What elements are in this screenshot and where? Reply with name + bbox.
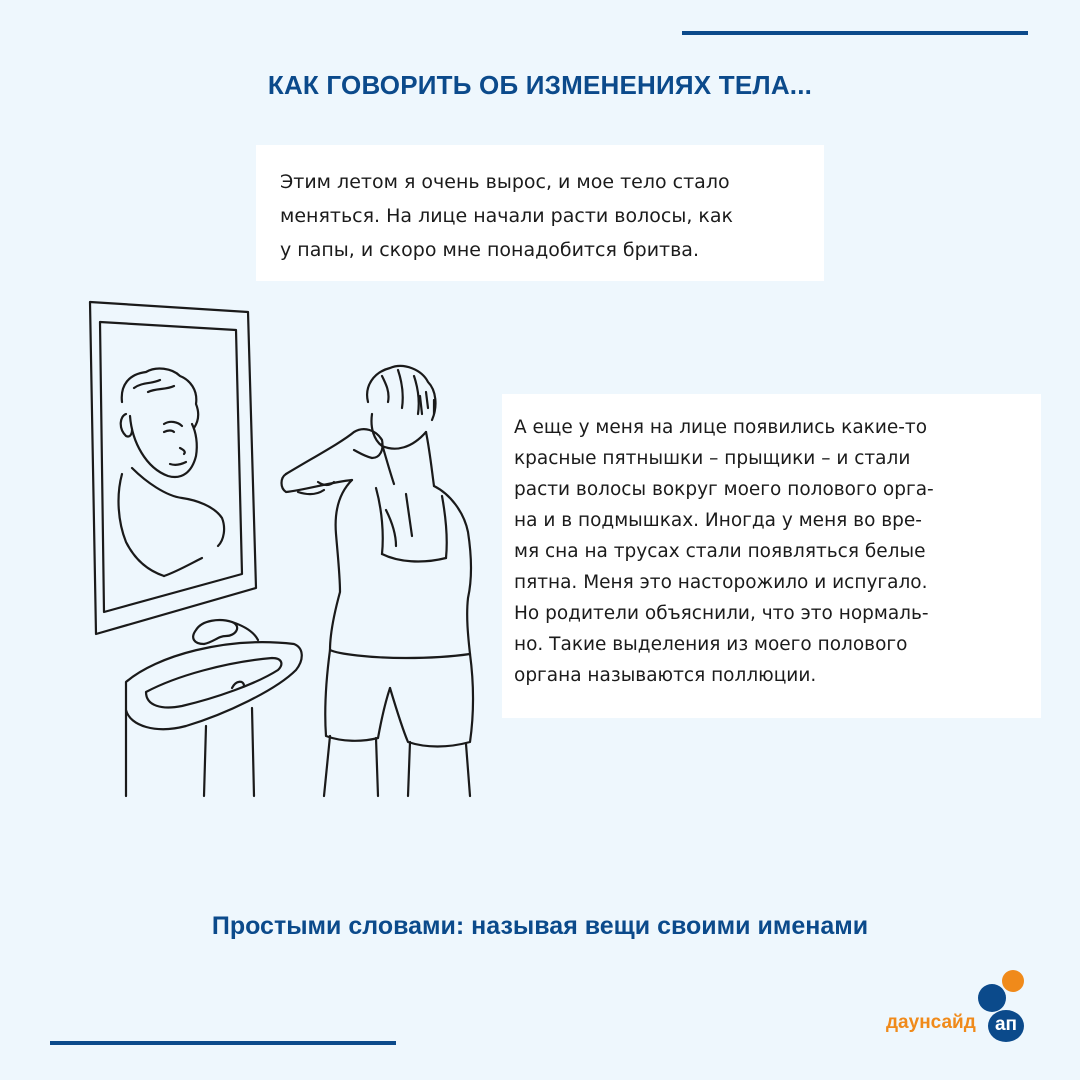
reflection-face — [130, 416, 197, 477]
book-subtitle: Простыми словами: называя вещи своими именами — [211, 912, 869, 940]
boy-legs — [324, 736, 470, 796]
story-line: расти волосы вокруг моего полового орга- — [514, 479, 934, 500]
story-paragraph — [514, 412, 1027, 691]
reflection-hair — [122, 369, 198, 428]
sink-pedestal — [126, 708, 254, 796]
intro-paragraph — [280, 165, 804, 267]
intro-line: Этим летом я очень вырос, и мое тело стало — [280, 171, 730, 193]
reflection-arm — [132, 468, 224, 546]
story-line: мя сна на трусах стали появляться белые — [514, 541, 926, 562]
bottom-divider — [50, 1041, 396, 1045]
boy-at-mirror-illustration — [86, 296, 486, 806]
mirror-inner — [100, 322, 242, 612]
brand-logo — [886, 968, 1036, 1048]
logo-text-left: даунсайд — [886, 1012, 976, 1033]
intro-line: меняться. На лице начали расти волосы, как — [280, 205, 734, 227]
logo-dot-orange-icon — [1002, 970, 1024, 992]
faucet — [193, 620, 237, 644]
text-card-story — [502, 394, 1041, 718]
mirror-frame — [90, 302, 256, 634]
story-line: на и в подмышках. Иногда у меня во вре- — [514, 510, 922, 531]
intro-line: у папы, и скоро мне понадобится бритва. — [280, 239, 699, 261]
logo-dot-blue-icon — [978, 984, 1006, 1012]
boy-torso — [330, 480, 352, 650]
page-title: КАК ГОВОРИТЬ ОБ ИЗМЕНЕНИЯХ ТЕЛА... — [267, 70, 813, 100]
tank-top-straps — [376, 488, 447, 558]
story-line: пятна. Меня это насторожило и испугало. — [514, 572, 928, 593]
story-line: органа называются поллюции. — [514, 665, 817, 686]
story-line: но. Такие выделения из моего полового — [514, 634, 908, 655]
sink-basin — [126, 642, 302, 729]
top-divider — [682, 31, 1028, 35]
boy-raised-arm — [286, 429, 383, 474]
boy-shorts — [330, 650, 470, 658]
story-line: А еще у меня на лице появились какие-то — [514, 417, 928, 438]
logo-text-right: ап — [988, 1010, 1024, 1042]
story-line: Но родители объяснили, что это нормаль- — [514, 603, 929, 624]
story-line: красные пятнышки – прыщики – и стали — [514, 448, 911, 469]
boy-neck — [382, 432, 434, 486]
text-card-intro — [256, 145, 824, 281]
